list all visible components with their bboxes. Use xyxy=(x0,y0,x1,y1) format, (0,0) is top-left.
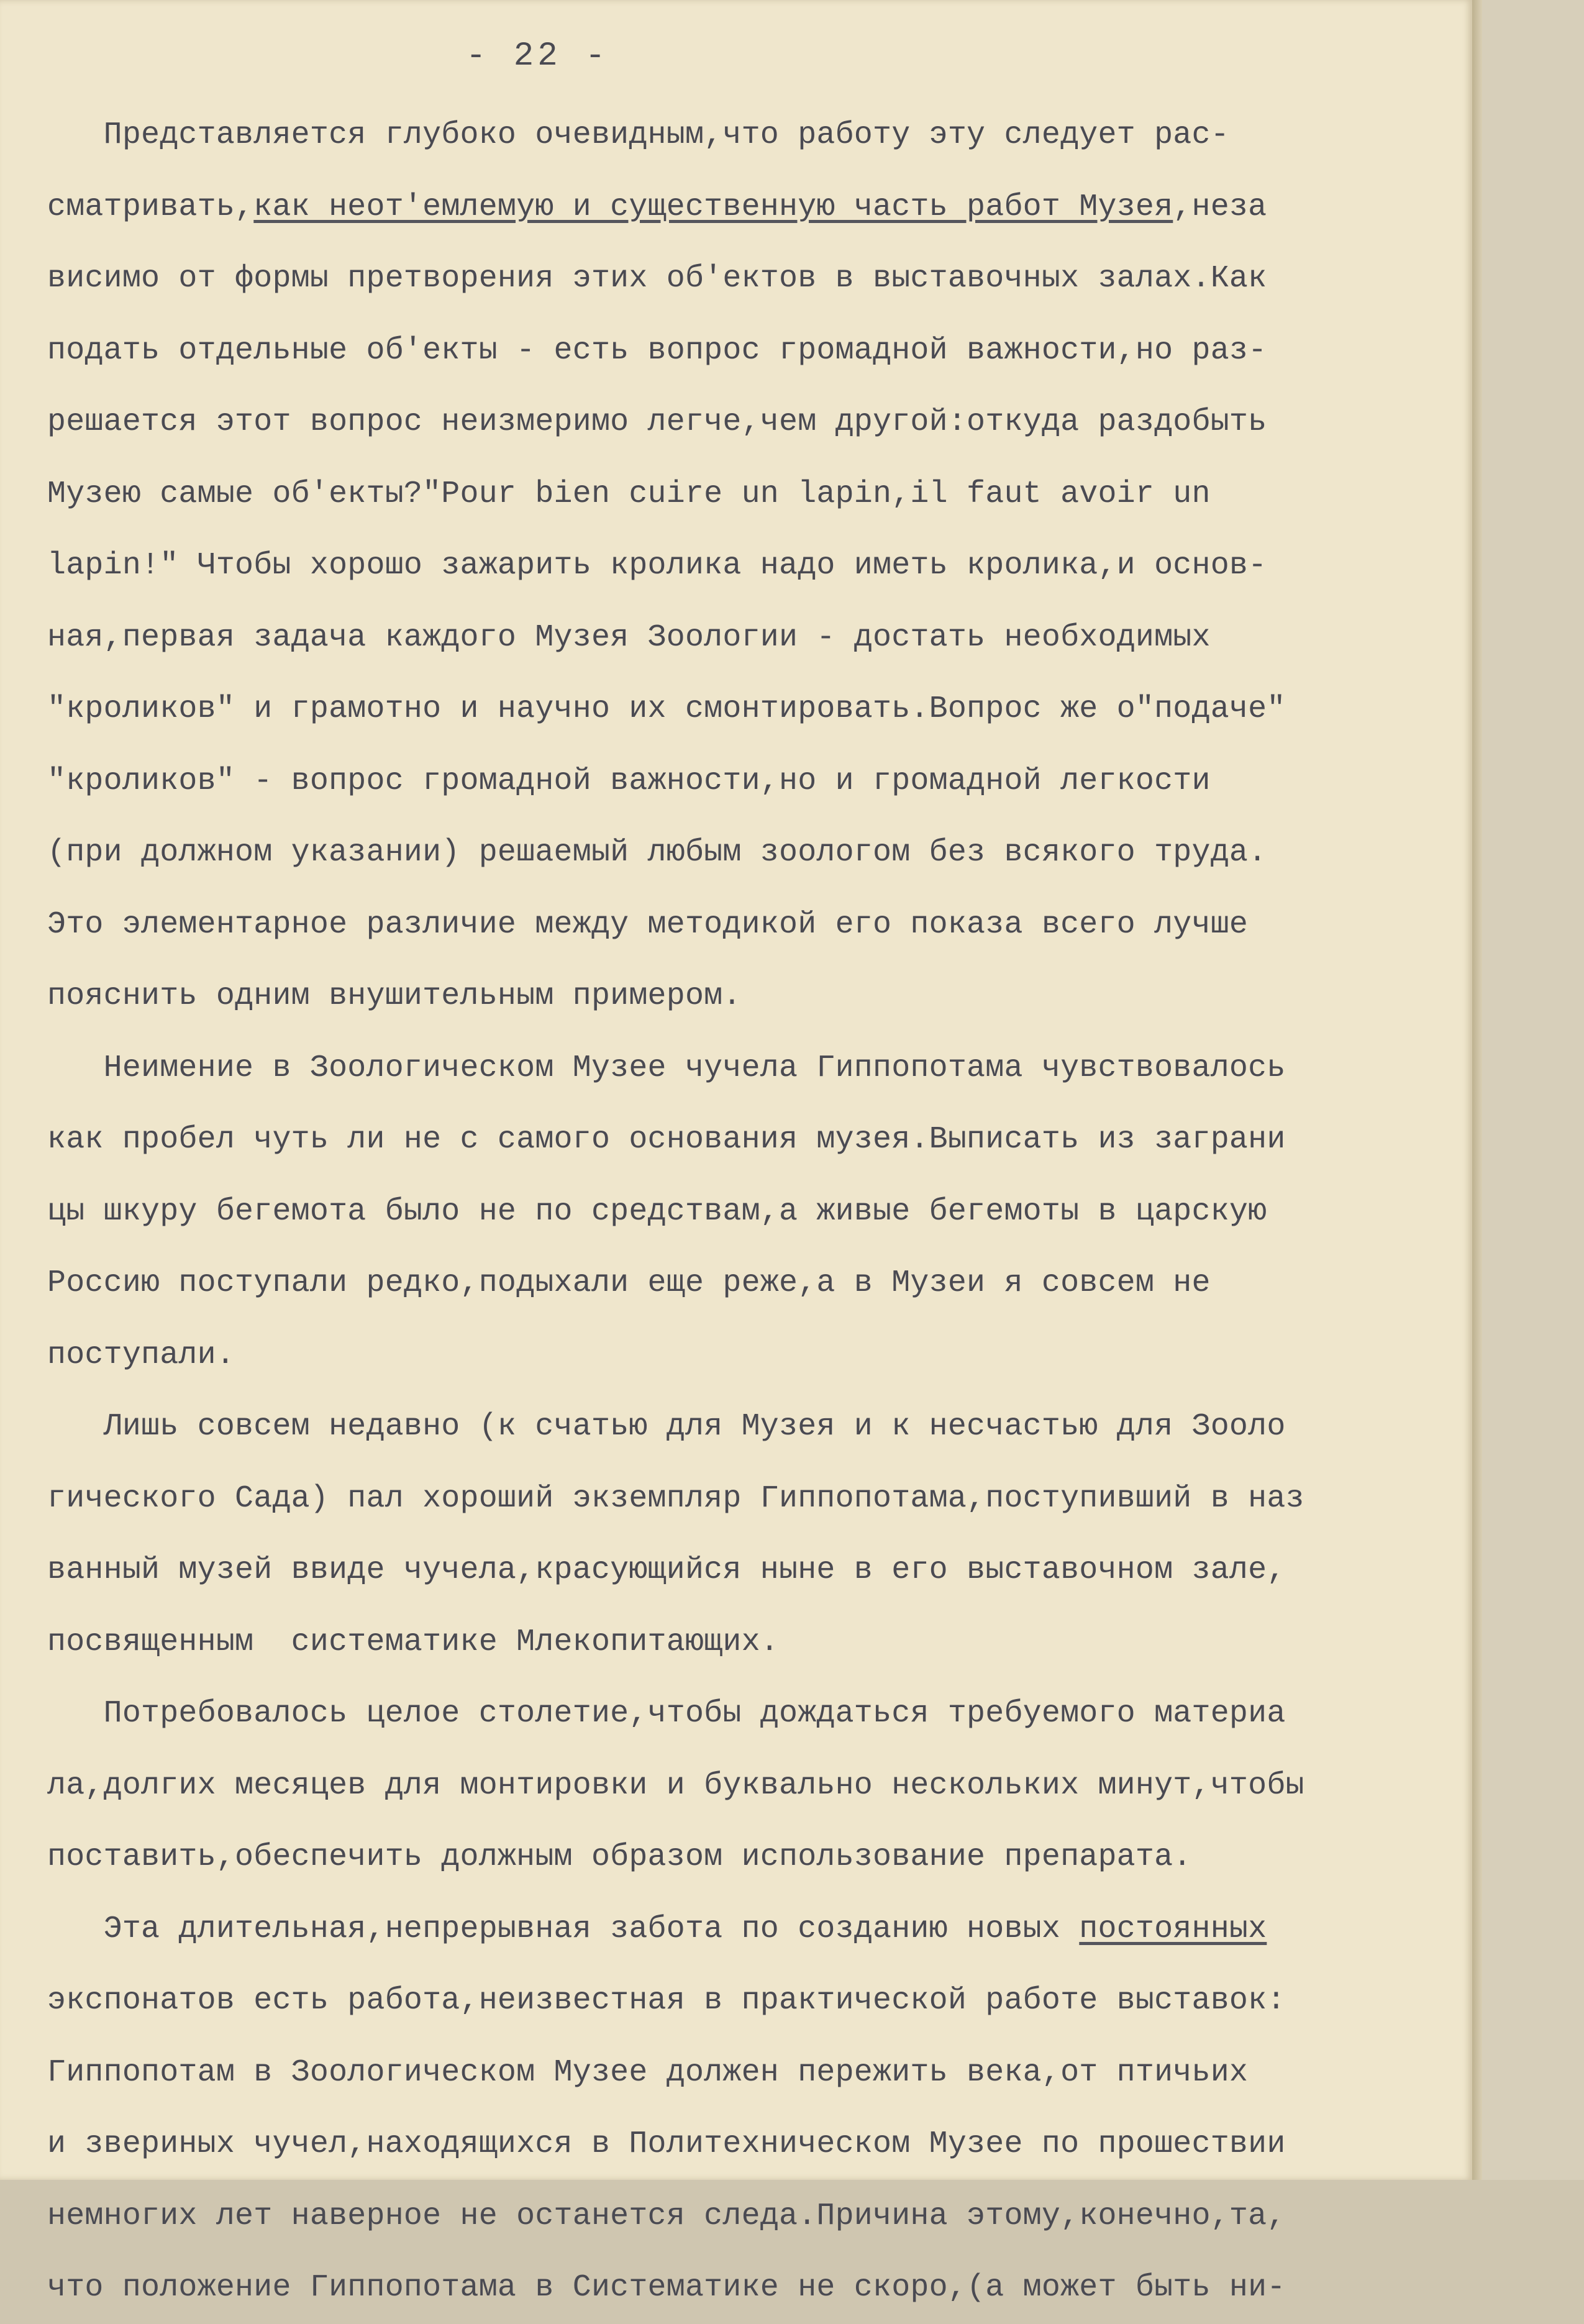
text-line: "кроликов" - вопрос громадной важности,но и громадной легкости xyxy=(47,763,1211,799)
text-line: Музею самые об'екты?"Pour bien cuire un lapin,il faut avoir un xyxy=(47,476,1211,512)
page-edge xyxy=(1472,0,1482,2180)
text-line: Гиппопотам в Зоологическом Музее должен пережить века,от птичьих xyxy=(47,2054,1249,2090)
text-line: экспонатов есть работа,неизвестная в практической работе выставок: xyxy=(47,1983,1286,2018)
text-line: пояснить одним внушительным примером. xyxy=(47,978,742,1014)
text-line: ла,долгих месяцев для монтировки и буквально нескольких минут,чтобы xyxy=(47,1767,1304,1803)
text-segment: Эта длительная,непрерывная забота по созданию новых xyxy=(47,1911,1080,1947)
text-segment: ,неза xyxy=(1173,189,1267,225)
text-line: Лишь совсем недавно (к счатью для Музея и к несчастью для Зооло xyxy=(47,1409,1286,1444)
text-line: Неимение в Зоологическом Музее чучела Гиппопотама чувствовалось xyxy=(47,1050,1286,1086)
text-line: "кроликов" и грамотно и научно их смонтировать.Вопрос же о"подаче" xyxy=(47,691,1286,727)
text-segment: сматривать, xyxy=(47,189,254,225)
text-line: Россию поступали редко,подыхали еще реже,а в Музеи я совсем не xyxy=(47,1265,1211,1301)
text-line: (при должном указании) решаемый любым зоологом без всякого труда. xyxy=(47,835,1267,870)
text-line: Потребовалось целое столетие,чтобы дождаться требуемого материа xyxy=(47,1696,1286,1731)
text-line: посвященным систематике Млекопитающих. xyxy=(47,1624,779,1660)
text-line-with-underline xyxy=(47,1893,1439,1966)
text-line: что положение Гиппопотама в Систематике не скоро,(а может быть ни- xyxy=(47,2270,1286,2305)
scan-background xyxy=(1482,0,1584,2180)
underlined-word: постоянных xyxy=(1079,1911,1267,1947)
text-line: ванный музей ввиде чучела,красующийся ныне в его выставочном зале, xyxy=(47,1552,1286,1588)
text-line: как пробел чуть ли не с самого основания музея.Выписать из заграни xyxy=(47,1122,1286,1157)
text-line: Представляется глубоко очевидным,что работу эту следует рас- xyxy=(47,117,1229,153)
text-line: решается этот вопрос неизмеримо легче,чем другой:откуда раздобыть xyxy=(47,404,1267,440)
underlined-phrase: как неот'емлемую и существенную часть работ Музея xyxy=(253,189,1173,225)
text-line: немногих лет наверное не останется следа.Причина этому,конечно,та, xyxy=(47,2198,1286,2234)
text-line: и звериных чучел,находящихся в Политехническом Музее по прошествии xyxy=(47,2126,1286,2162)
text-line: Это элементарное различие между методикой его показа всего лучше xyxy=(47,906,1249,942)
text-line-with-underline xyxy=(47,171,1439,244)
text-line: ная,первая задача каждого Музея Зоологии - достать необходимых xyxy=(47,619,1211,655)
text-line: висимо от формы претворения этих об'ектов в выставочных залах.Как xyxy=(47,261,1267,296)
text-line: поступали. xyxy=(47,1337,235,1373)
page-number: - 22 - xyxy=(466,37,609,75)
text-line: цы шкуру бегемота было не по средствам,а живые бегемоты в царскую xyxy=(47,1193,1267,1229)
text-line: гического Сада) пал хороший экземпляр Гиппопотама,поступивший в наз xyxy=(47,1480,1304,1516)
text-line: поставить,обеспечить должным образом использование препарата. xyxy=(47,1839,1192,1875)
typewritten-text xyxy=(47,99,1439,2324)
text-line: подать отдельные об'екты - есть вопрос громадной важности,но раз- xyxy=(47,332,1267,368)
text-line: lapin!" Чтобы хорошо зажарить кролика надо иметь кролика,и основ- xyxy=(47,548,1267,583)
